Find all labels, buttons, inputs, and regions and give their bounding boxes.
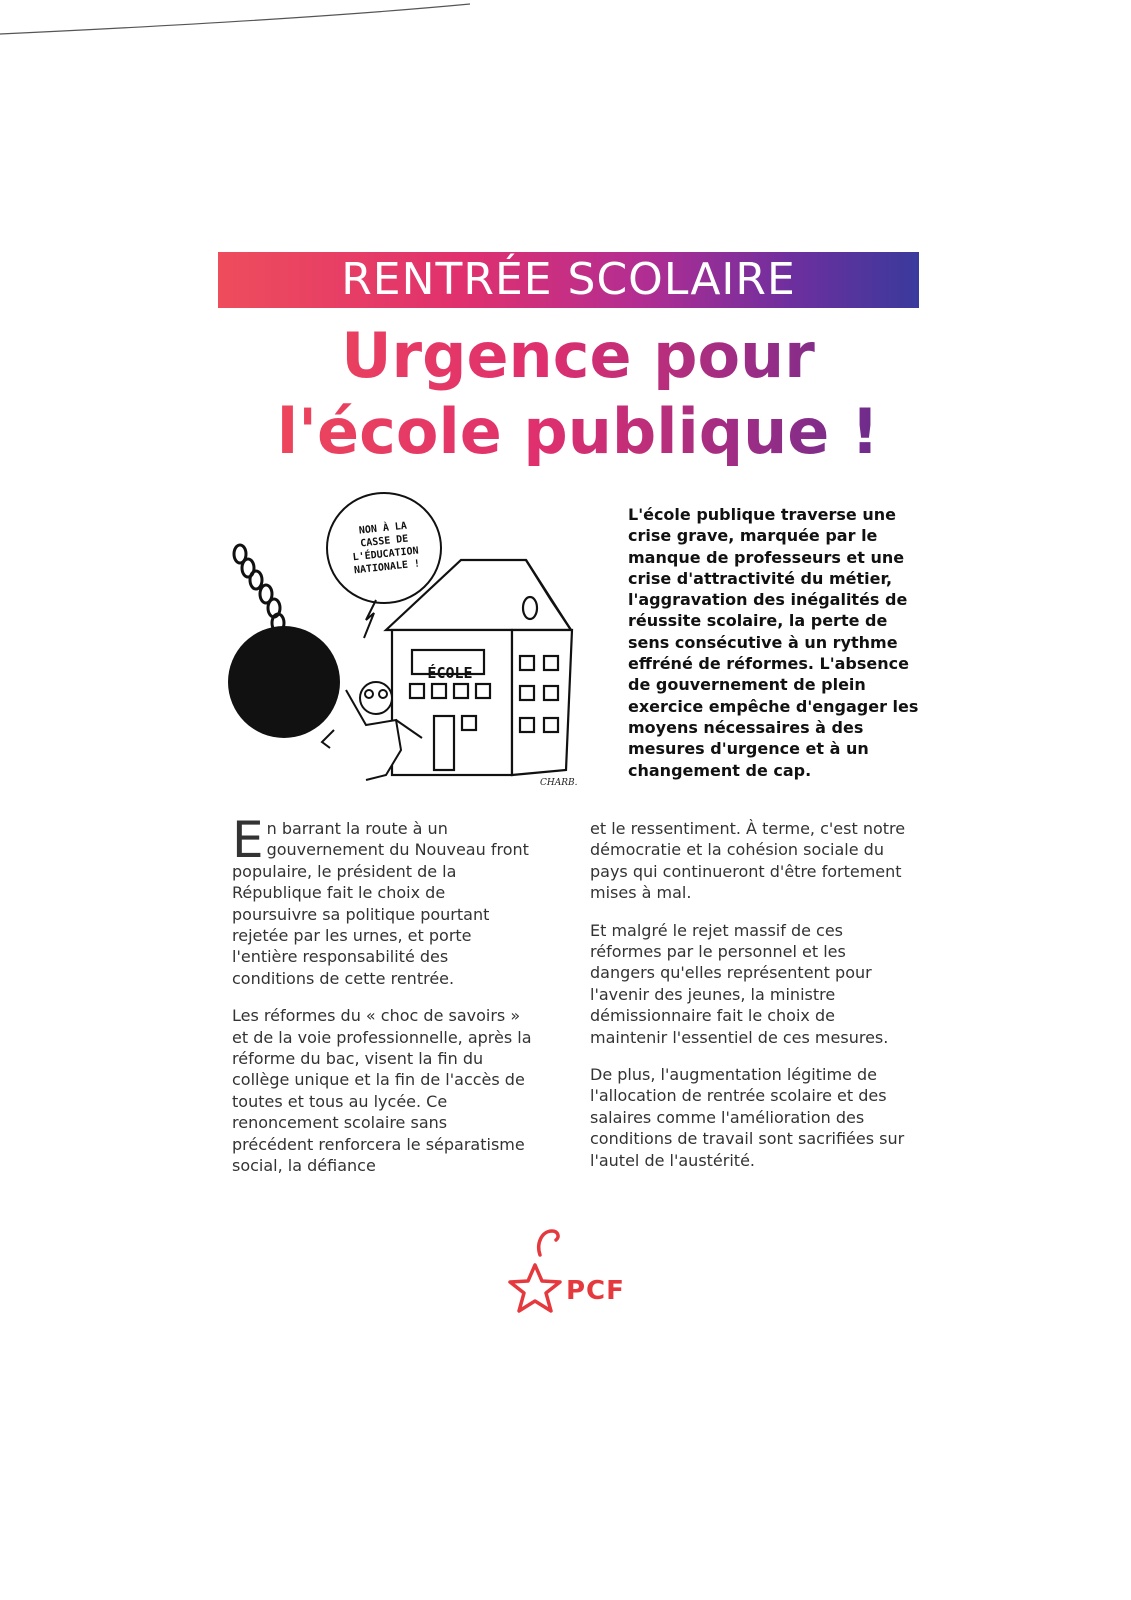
left-paragraph-1 <box>232 811 532 989</box>
chain-icon <box>234 545 284 632</box>
speech-line: L'ÉDUCATION <box>352 545 420 564</box>
school-sign: ÉCOLE <box>427 664 473 682</box>
right-paragraph-3: De plus, l'augmentation légitime de l'allocation de rentrée scolaire et des salaires comme l'amélioration des conditions de travail sont sacrifiées sur l'autel de l'austérité. <box>590 1065 905 1170</box>
speech-bubble-text <box>338 517 433 578</box>
scan-edge <box>0 0 1131 60</box>
left-paragraph-1-text: n barrant la route à un gouvernement du Nouveau front populaire, le président de la République fait le choix de poursuivre sa politique pourtant rejetée par les urnes, et porte l'entière responsabilité des conditions de cette rentrée. <box>232 819 529 988</box>
headline-line-2: l'école publique ! <box>276 395 880 468</box>
right-column <box>590 818 910 1187</box>
right-paragraph-1: et le ressentiment. À terme, c'est notre démocratie et la cohésion sociale du pays qui continueront d'être fortement mises à mal. <box>590 819 906 903</box>
artist-signature: CHARB. <box>540 778 578 788</box>
speech-line: CASSE DE <box>359 533 409 550</box>
left-column <box>232 811 532 1193</box>
right-paragraph-2: Et malgré le rejet massif de ces réformes par le personnel et les dangers qu'elles représentent pour l'avenir des jeunes, la ministre démissionnaire fait le choix de maintenir l'essentiel de ces mesures. <box>590 920 889 1047</box>
banner-title: RENTRÉE SCOLAIRE <box>341 254 796 305</box>
headline <box>228 318 928 470</box>
speech-line: NON À LA <box>358 520 408 537</box>
drop-cap: E <box>232 811 264 869</box>
pcf-logo-text: PCF <box>566 1276 625 1306</box>
section-banner <box>218 252 919 308</box>
wrecking-ball-icon <box>228 626 340 738</box>
intro-paragraph: L'école publique traverse une crise grave, marquée par le manque de professeurs et une crise d'attractivité du métier, l'aggravation des inégalités de réussite scolaire, la perte de sens consécutive à un rythme effréné de réformes. L'absence de gouvernement de plein exercice empêche d'engager les moyens nécessaires à des mesures d'urgence et à un changement de cap. <box>628 505 919 780</box>
left-paragraph-2: Les réformes du « choc de savoirs » et de la voie professionnelle, après la réforme du bac, visent la fin du collège unique et la fin de l'accès de toutes et tous au lycée. Ce renoncement scolaire sans précédent renforcera le séparatisme social, la défiance <box>232 1006 532 1176</box>
speech-line: NATIONALE ! <box>353 558 421 577</box>
headline-line-1: Urgence pour <box>341 319 815 392</box>
